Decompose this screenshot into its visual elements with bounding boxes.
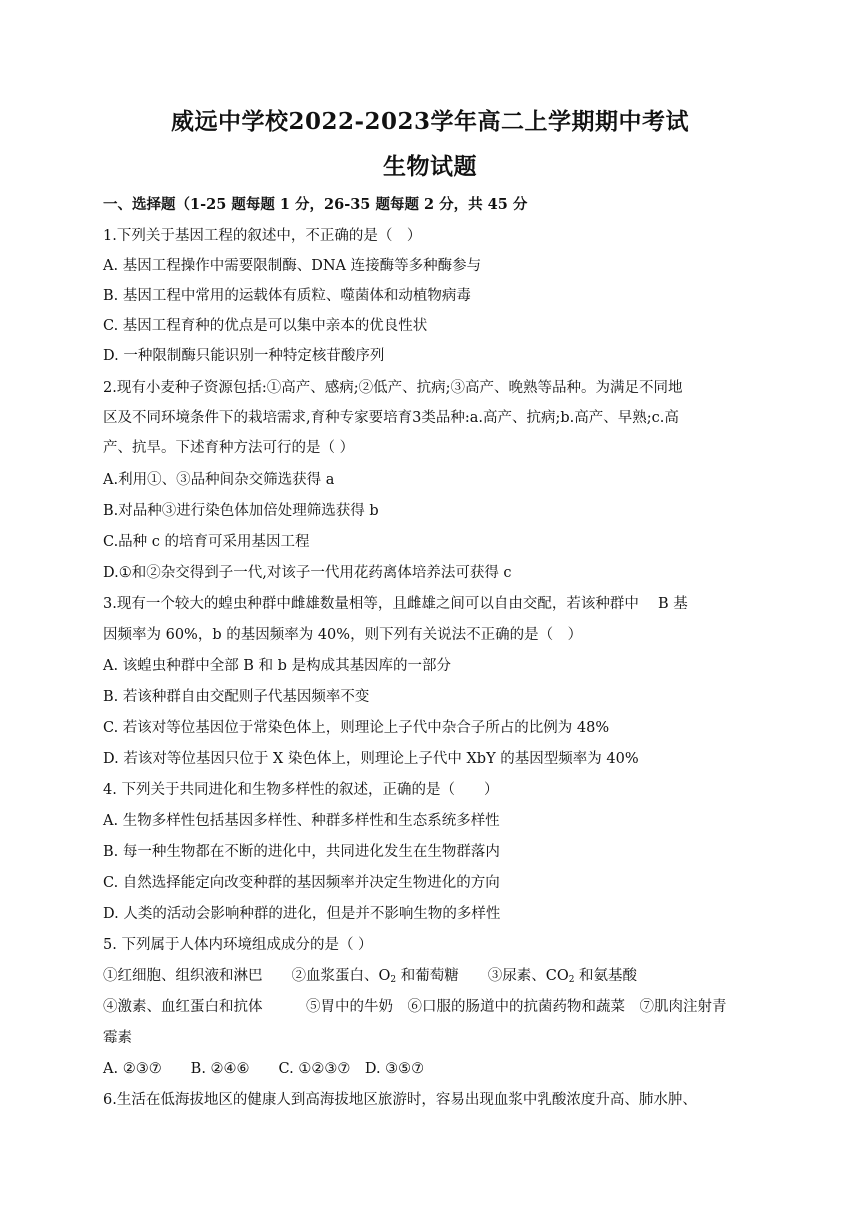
q5-answer-options: A. ②③⑦ B. ②④⑥ C. ①②③⑦ D. ③⑤⑦ [103,1061,425,1077]
q1-option-a: A. 基因工程操作中需要限制酶、DNA 连接酶等多种酶参与 [103,258,482,274]
q2-option-a: A.利用①、③品种间杂交筛选获得 a [103,472,335,488]
q3-option-d: D. 若该对等位基因只位于 X 染色体上，则理论上子代中 XbY 的基因型频率为 40% [103,751,639,767]
q1-stem: 1.下列关于基因工程的叙述中，不正确的是（ ） [103,228,422,244]
q1-option-b: B. 基因工程中常用的运载体有质粒、噬菌体和动植物病毒 [103,288,471,304]
q3-stem-line2: 因频率为 60%，b 的基因频率为 40%，则下列有关说法不正确的是（ ） [103,627,583,643]
q1-option-d: D. 一种限制酶只能识别一种特定核苷酸序列 [103,348,385,364]
q2-option-d: D.①和②杂交得到子一代,对该子一代用花药离体培养法可获得 c [103,565,512,581]
exam-subtitle: 生物试题 [383,153,477,180]
q5-item-3: ③尿素、$CO_2$ 和氨基酸 [487,968,638,985]
q4-stem: 4. 下列关于共同进化和生物多样性的叙述，正确的是（ ） [103,782,499,798]
exam-title: 威远中学校2022-2023学年高二上学期期中考试 [170,108,690,135]
q4-option-c: C. 自然选择能定向改变种群的基因频率并决定生物进化的方向 [103,875,500,891]
q4-option-d: D. 人类的活动会影响种群的进化，但是并不影响生物的多样性 [103,906,501,922]
q2-stem-line1: 2.现有小麦种子资源包括:①高产、感病;②低产、抗病;③高产、晚熟等品种。为满足不同地 [103,380,683,396]
q3-option-c: C. 若该对等位基因位于常染色体上，则理论上子代中杂合子所占的比例为 48% [103,720,610,736]
q3-option-b: B. 若该种群自由交配则子代基因频率不变 [103,689,370,705]
q5-stem: 5. 下列属于人体内环境组成成分的是（ ） [103,937,373,953]
q6-stem-line1: 6.生活在低海拔地区的健康人到高海拔地区旅游时，容易出现血浆中乳酸浓度升高、肺水肿、 [103,1092,697,1108]
q5-item-2: ②血浆蛋白、$O_2$ 和葡萄糖 [291,968,488,985]
q2-stem-line2: 区及不同环境条件下的栽培需求,育种专家要培育3类品种:a.高产、抗病;b.高产、早熟;c.高 [103,410,679,426]
q5-item-1: ①红细胞、组织液和淋巴 [103,968,292,984]
q2-stem-line3: 产、抗旱。下述育种方法可行的是（ ） [103,440,355,456]
section-heading: 一、选择题（1-25 题每题 1 分，26-35 题每题 2 分，共 45 分 [103,196,528,213]
q4-option-b: B. 每一种生物都在不断的进化中，共同进化发生在生物群落内 [103,844,500,860]
q1-option-c: C. 基因工程育种的优点是可以集中亲本的优良性状 [103,318,428,334]
q2-option-c: C.品种 c 的培育可采用基因工程 [103,534,310,550]
q4-option-a: A. 生物多样性包括基因多样性、种群多样性和生态系统多样性 [103,813,500,829]
q3-stem-line1: 3.现有一个较大的蝗虫种群中雌雄数量相等，且雌雄之间可以自由交配，若该种群中 B 基 [103,596,688,612]
q5-items-row1 [103,967,637,989]
q3-option-a: A. 该蝗虫种群中全部 B 和 b 是构成其基因库的一部分 [103,658,452,674]
q2-option-b: B.对品种③进行染色体加倍处理筛选获得 b [103,503,379,519]
q5-items-row2: ④激素、血红蛋白和抗体 ⑤胃中的牛奶 ⑥口服的肠道中的抗菌药物和蔬菜 ⑦肌肉注射青 [103,999,727,1015]
q5-items-row3: 霉素 [103,1030,132,1046]
